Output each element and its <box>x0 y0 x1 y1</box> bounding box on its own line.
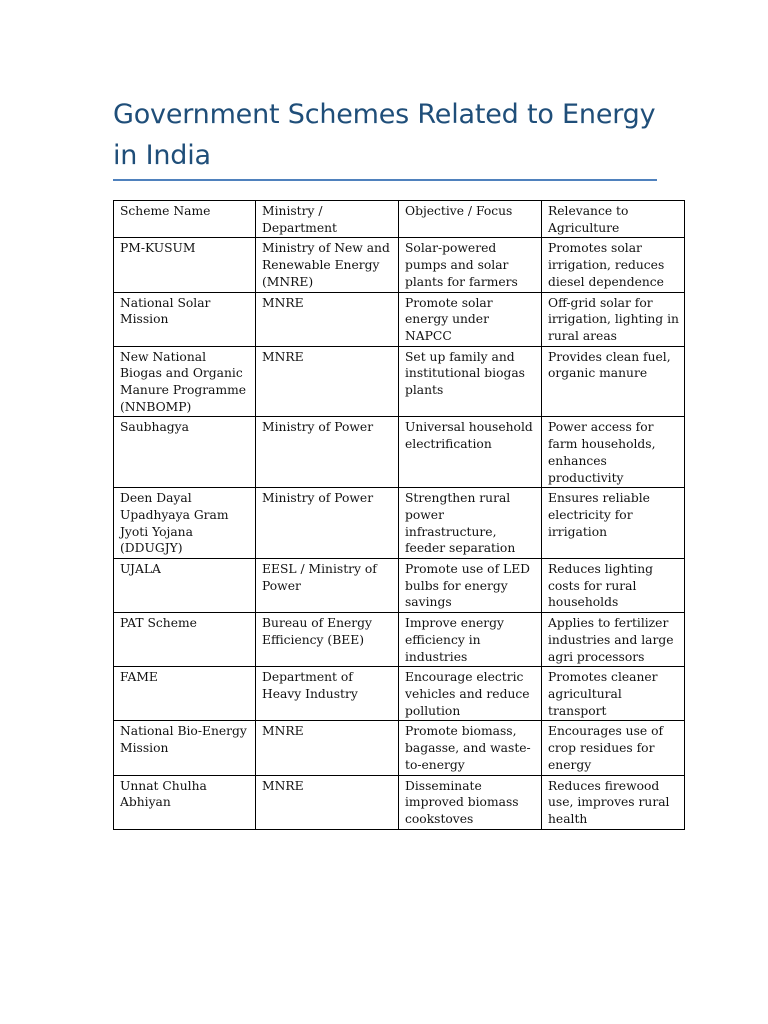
cell-relevance: Promotes solar irrigation, reduces diesel dependence <box>542 238 685 292</box>
cell-relevance: Power access for farm households, enhances productivity <box>542 417 685 488</box>
cell-scheme-name: PAT Scheme <box>114 613 256 667</box>
table-row <box>114 559 685 613</box>
table-row <box>114 775 685 829</box>
cell-relevance: Ensures reliable electricity for irrigation <box>542 488 685 559</box>
table-row <box>114 238 685 292</box>
cell-scheme-name: National Bio-Energy Mission <box>114 721 256 775</box>
cell-objective: Universal household electrification <box>399 417 542 488</box>
cell-objective: Solar-powered pumps and solar plants for farmers <box>399 238 542 292</box>
cell-relevance: Applies to fertilizer industries and large agri processors <box>542 613 685 667</box>
title-underline-rule <box>113 179 657 181</box>
cell-scheme-name: New National Biogas and Organic Manure Programme (NNBOMP) <box>114 346 256 417</box>
cell-ministry: Department of Heavy Industry <box>256 667 399 721</box>
cell-relevance: Encourages use of crop residues for energy <box>542 721 685 775</box>
cell-relevance: Reduces firewood use, improves rural health <box>542 775 685 829</box>
cell-scheme-name: Unnat Chulha Abhiyan <box>114 775 256 829</box>
table-row <box>114 292 685 346</box>
cell-scheme-name: Deen Dayal Upadhyaya Gram Jyoti Yojana (DDUGJY) <box>114 488 256 559</box>
table-row <box>114 488 685 559</box>
cell-objective: Promote use of LED bulbs for energy savings <box>399 559 542 613</box>
cell-ministry: MNRE <box>256 775 399 829</box>
cell-scheme-name: UJALA <box>114 559 256 613</box>
header-relevance: Relevance to Agriculture <box>542 201 685 238</box>
schemes-table <box>113 200 685 830</box>
cell-objective: Promote biomass, bagasse, and waste-to-energy <box>399 721 542 775</box>
table-row <box>114 417 685 488</box>
cell-scheme-name: PM-KUSUM <box>114 238 256 292</box>
cell-objective: Promote solar energy under NAPCC <box>399 292 542 346</box>
cell-objective: Strengthen rural power infrastructure, feeder separation <box>399 488 542 559</box>
header-ministry: Ministry / Department <box>256 201 399 238</box>
cell-objective: Improve energy efficiency in industries <box>399 613 542 667</box>
cell-relevance: Reduces lighting costs for rural households <box>542 559 685 613</box>
cell-ministry: Bureau of Energy Efficiency (BEE) <box>256 613 399 667</box>
cell-objective: Disseminate improved biomass cookstoves <box>399 775 542 829</box>
cell-objective: Encourage electric vehicles and reduce pollution <box>399 667 542 721</box>
cell-ministry: Ministry of Power <box>256 417 399 488</box>
cell-scheme-name: Saubhagya <box>114 417 256 488</box>
cell-relevance: Provides clean fuel, organic manure <box>542 346 685 417</box>
cell-objective: Set up family and institutional biogas plants <box>399 346 542 417</box>
table-row <box>114 613 685 667</box>
cell-scheme-name: FAME <box>114 667 256 721</box>
header-objective: Objective / Focus <box>399 201 542 238</box>
document-title: Government Schemes Related to Energy in India <box>113 99 656 171</box>
header-scheme-name: Scheme Name <box>114 201 256 238</box>
cell-ministry: EESL / Ministry of Power <box>256 559 399 613</box>
cell-ministry: Ministry of Power <box>256 488 399 559</box>
cell-relevance: Promotes cleaner agricultural transport <box>542 667 685 721</box>
cell-ministry: MNRE <box>256 292 399 346</box>
cell-ministry: MNRE <box>256 346 399 417</box>
table-row <box>114 721 685 775</box>
cell-scheme-name: National Solar Mission <box>114 292 256 346</box>
table-body <box>114 238 685 829</box>
cell-relevance: Off-grid solar for irrigation, lighting in rural areas <box>542 292 685 346</box>
cell-ministry: Ministry of New and Renewable Energy (MNRE) <box>256 238 399 292</box>
cell-ministry: MNRE <box>256 721 399 775</box>
table-header-row <box>114 201 685 238</box>
table-row <box>114 346 685 417</box>
table-row <box>114 667 685 721</box>
